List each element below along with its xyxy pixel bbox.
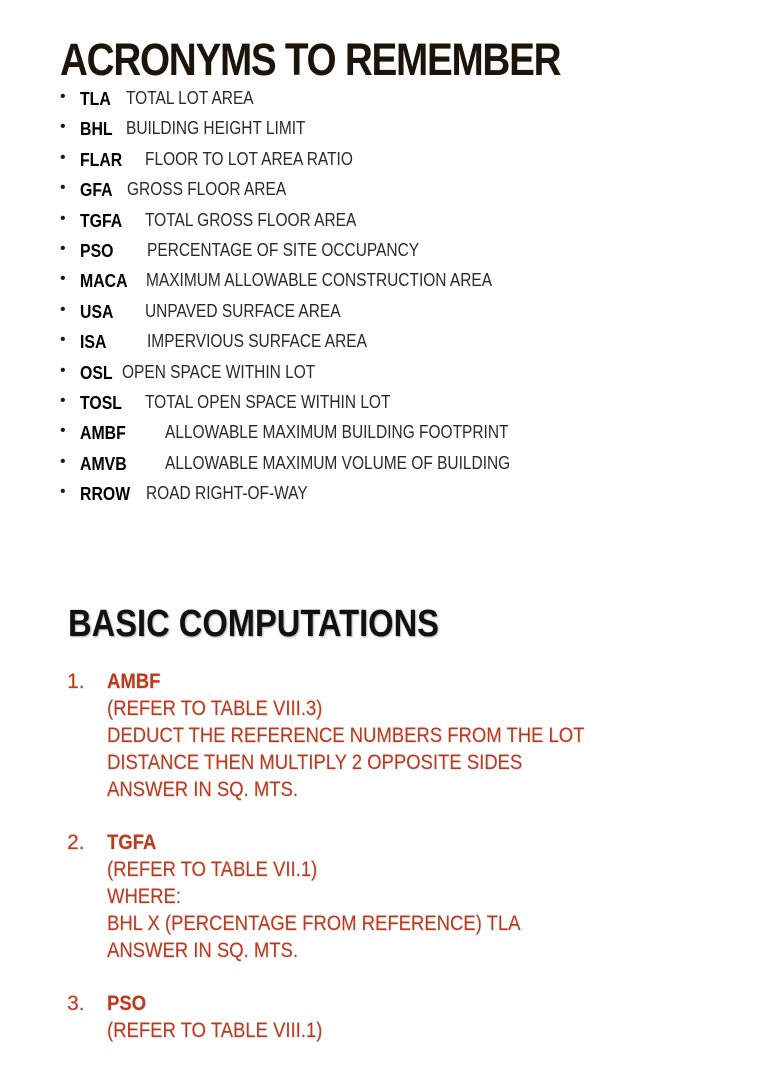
bullet-icon: •: [60, 452, 66, 470]
computations-heading: BASIC COMPUTATIONS: [68, 603, 439, 645]
acronym-definition: FLOOR TO LOT AREA RATIO: [145, 148, 353, 169]
computation-line: ANSWER IN SQ. MTS.: [107, 778, 298, 801]
acronym-abbreviation: AMBF: [80, 423, 126, 444]
computation-number: 1.: [67, 670, 85, 693]
acronym-abbreviation: GFA: [80, 180, 113, 201]
acronym-definition: OPEN SPACE WITHIN LOT: [122, 361, 316, 382]
computation-line: ANSWER IN SQ. MTS.: [107, 939, 298, 962]
bullet-icon: •: [60, 300, 66, 318]
computation-line: (REFER TO TABLE VII.1): [107, 858, 318, 881]
bullet-icon: •: [60, 270, 66, 288]
acronym-abbreviation: TLA: [80, 89, 111, 109]
acronym-abbreviation: OSL: [80, 362, 113, 383]
computation-line: WHERE:: [107, 885, 181, 908]
bullet-icon: •: [60, 239, 66, 257]
acronym-definition: ALLOWABLE MAXIMUM BUILDING FOOTPRINT: [165, 422, 509, 443]
acronym-abbreviation: BHL: [80, 119, 113, 140]
bullet-icon: •: [60, 148, 66, 166]
computation-item: [67, 670, 610, 805]
acronym-definition: UNPAVED SURFACE AREA: [145, 300, 341, 321]
computation-line: (REFER TO TABLE VIII.1): [107, 1019, 323, 1042]
acronym-abbreviation: PSO: [80, 240, 114, 261]
computation-title: PSO: [107, 992, 147, 1015]
computation-line: (REFER TO TABLE VIII.3): [107, 697, 323, 720]
bullet-icon: •: [60, 179, 66, 197]
bullet-icon: •: [60, 118, 66, 136]
acronyms-heading: ACRONYMS TO REMEMBER: [60, 34, 561, 85]
computation-item: [67, 831, 610, 966]
acronym-abbreviation: MACA: [80, 271, 128, 292]
acronym-abbreviation: TOSL: [80, 392, 122, 413]
acronym-definition: TOTAL GROSS FLOOR AREA: [145, 209, 357, 230]
bullet-icon: •: [60, 88, 66, 105]
acronym-definition: TOTAL LOT AREA: [126, 88, 254, 108]
computation-number: 2.: [67, 831, 85, 854]
acronym-definition: BUILDING HEIGHT LIMIT: [126, 118, 306, 139]
bullet-icon: •: [60, 361, 66, 379]
acronym-abbreviation: USA: [80, 301, 114, 322]
bullet-icon: •: [60, 209, 66, 227]
acronym-definition: ROAD RIGHT-OF-WAY: [146, 483, 308, 504]
acronym-abbreviation: FLAR: [80, 149, 123, 170]
acronym-abbreviation: RROW: [80, 484, 131, 505]
acronym-abbreviation: TGFA: [80, 210, 123, 231]
acronym-definition: ALLOWABLE MAXIMUM VOLUME OF BUILDING: [165, 452, 511, 473]
computation-list: [67, 670, 610, 1072]
computation-title: TGFA: [107, 831, 157, 854]
acronym-abbreviation: ISA: [80, 332, 107, 353]
bullet-icon: •: [60, 483, 66, 501]
acronym-definition: GROSS FLOOR AREA: [127, 179, 287, 200]
acronym-definition: TOTAL OPEN SPACE WITHIN LOT: [145, 391, 391, 412]
bullet-icon: •: [60, 391, 66, 409]
bullet-icon: •: [60, 422, 66, 440]
acronym-definition: IMPERVIOUS SURFACE AREA: [147, 331, 367, 352]
acronym-definition: MAXIMUM ALLOWABLE CONSTRUCTION AREA: [146, 270, 493, 291]
computation-line: DISTANCE THEN MULTIPLY 2 OPPOSITE SIDES: [107, 751, 523, 774]
acronym-abbreviation: AMVB: [80, 453, 127, 474]
computation-line: BHL X (PERCENTAGE FROM REFERENCE) TLA: [107, 912, 521, 935]
computation-title: AMBF: [107, 670, 161, 693]
computation-line: DEDUCT THE REFERENCE NUMBERS FROM THE LOT: [107, 724, 585, 747]
bullet-icon: •: [60, 331, 66, 349]
acronym-definition: PERCENTAGE OF SITE OCCUPANCY: [147, 239, 420, 260]
computation-number: 3.: [67, 992, 85, 1015]
computation-item: [67, 992, 610, 1046]
